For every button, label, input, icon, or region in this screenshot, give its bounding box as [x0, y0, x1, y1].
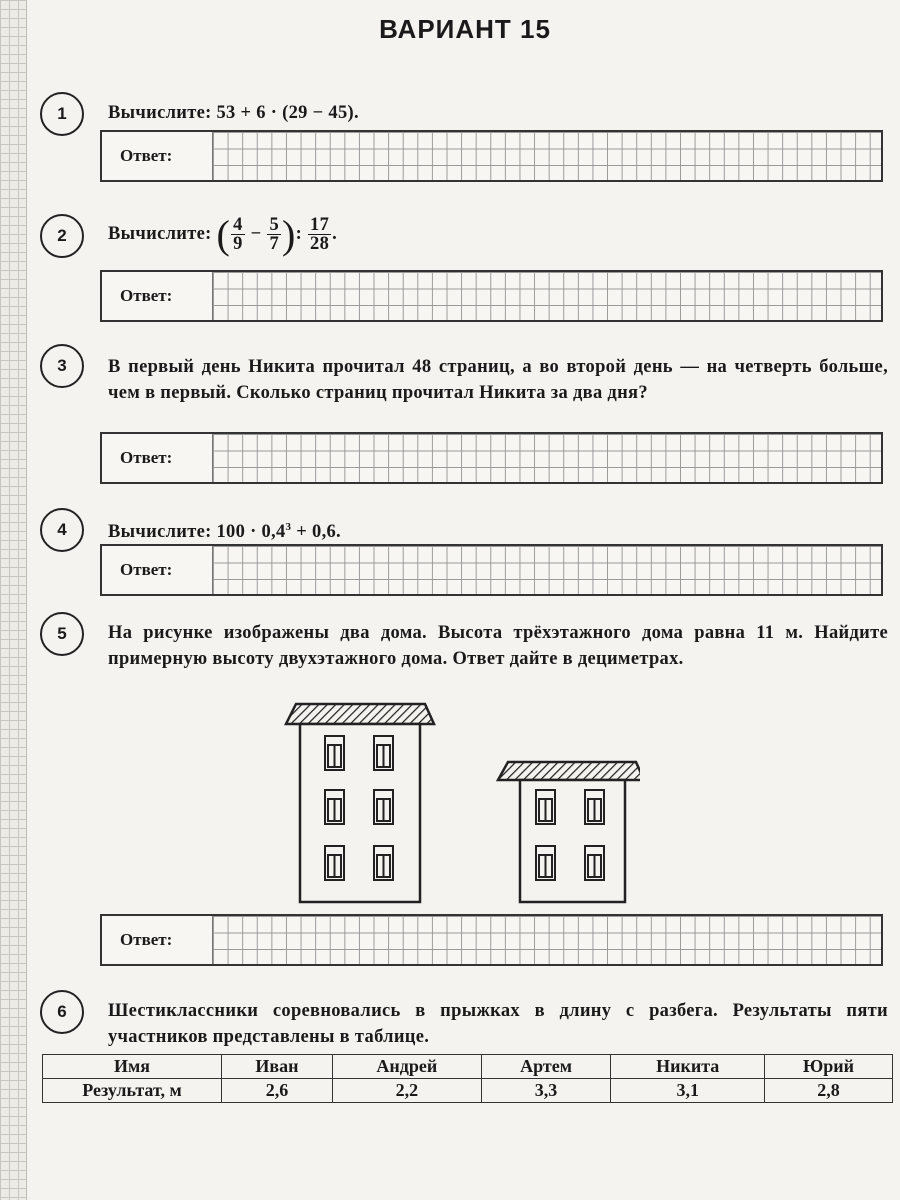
answer-box-5[interactable]	[100, 914, 883, 966]
task-number-4: 4	[40, 508, 84, 552]
answer-label: Ответ:	[120, 930, 173, 949]
answer-label: Ответ:	[120, 560, 173, 579]
answer-label: Ответ:	[120, 146, 173, 165]
table-header-row	[43, 1055, 893, 1079]
fraction-17-28: $\frac{17}{28}$	[310, 215, 330, 255]
table-row-label: Результат, м	[43, 1079, 222, 1103]
task-4-text: Вычислите: $100 \cdot 0,4^3 + 0,6$.	[108, 521, 341, 543]
task-number-5: 5	[40, 612, 84, 656]
task-3-text: В первый день Никита прочитал 48 страниц, а во второй день — на четверть больше, чем в первый. Сколько страниц прочитал Никита за два дня?	[108, 357, 888, 403]
task-number-6: 6	[40, 990, 84, 1034]
three-storey-house	[286, 704, 434, 902]
task-2-text: Вычислите: ( $\frac{4}{9}$ − $\frac{5}{7}$ ): $\frac{17}{28}$ .	[108, 211, 338, 257]
table-results-row	[43, 1079, 893, 1103]
table-cell-result: 2,2	[332, 1079, 481, 1103]
results-table	[42, 1054, 893, 1103]
task-number-2: 2	[40, 214, 84, 258]
answer-grid[interactable]	[212, 546, 881, 594]
answer-grid[interactable]	[212, 132, 881, 180]
table-cell-result: 3,3	[481, 1079, 611, 1103]
task-2-prefix: Вычислите:	[108, 224, 212, 244]
two-storey-house	[498, 762, 640, 902]
table-cell-name: Артем	[481, 1055, 611, 1079]
answer-grid[interactable]	[212, 272, 881, 320]
table-cell-result: 2,8	[765, 1079, 893, 1103]
answer-label: Ответ:	[120, 448, 173, 467]
table-cell-name: Андрей	[332, 1055, 481, 1079]
answer-box-4[interactable]	[100, 544, 883, 596]
fraction-4-9: $\frac{4}{9}$	[233, 215, 243, 255]
task-6-text: Шестиклассники соревновались в прыжках в длину с разбега. Результаты пяти участников представлены в таблице.	[108, 1001, 888, 1047]
fraction-5-7: $\frac{5}{7}$	[269, 215, 279, 255]
task-number-1: 1	[40, 92, 84, 136]
table-cell-name: Никита	[611, 1055, 765, 1079]
table-header-label: Имя	[43, 1055, 222, 1079]
task-1-text: Вычислите: 53 + 6 · (29 − 45).	[108, 103, 359, 123]
answer-grid[interactable]	[212, 916, 881, 964]
table-cell-name: Иван	[222, 1055, 333, 1079]
answer-grid[interactable]	[212, 434, 881, 482]
houses-figure	[280, 700, 640, 905]
table-cell-result: 2,6	[222, 1079, 333, 1103]
answer-box-1[interactable]	[100, 130, 883, 182]
table-cell-result: 3,1	[611, 1079, 765, 1103]
task-5-text: На рисунке изображены два дома. Высота трёхэтажного дома равна 11 м. Найдите примерную высоту двухэтажного дома. Ответ дайте в дециметрах.	[108, 623, 888, 669]
task-number-3: 3	[40, 344, 84, 388]
table-cell-name: Юрий	[765, 1055, 893, 1079]
answer-box-2[interactable]	[100, 270, 883, 322]
page-margin-grid	[0, 0, 27, 1200]
answer-label: Ответ:	[120, 286, 173, 305]
answer-box-3[interactable]	[100, 432, 883, 484]
page-title: ВАРИАНТ 15	[379, 14, 551, 44]
